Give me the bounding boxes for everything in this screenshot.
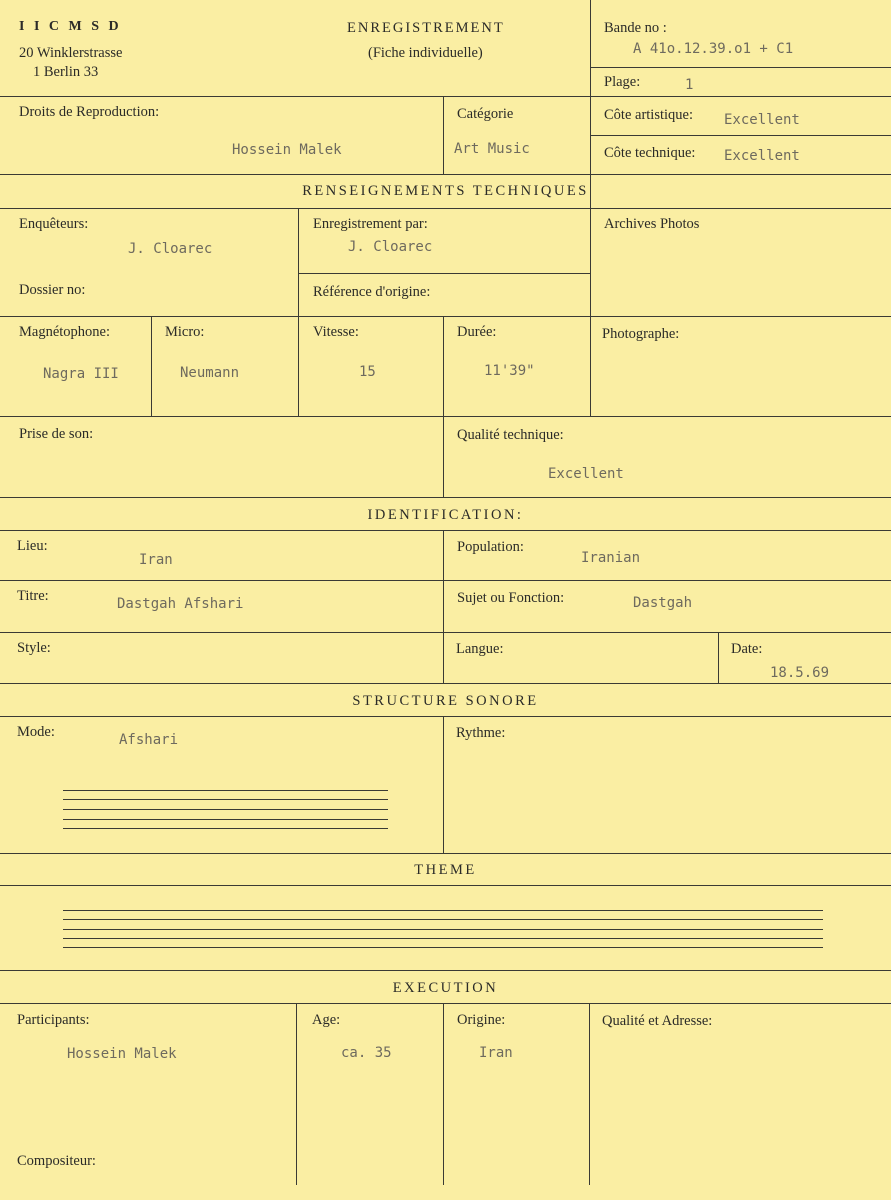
- enqueteurs-value: J. Cloarec: [128, 241, 213, 257]
- bande-label: Bande no :: [604, 20, 667, 36]
- plage-label: Plage:: [604, 74, 641, 90]
- compositeur-label: Compositeur:: [17, 1153, 96, 1169]
- magnetophone-label: Magnétophone:: [19, 324, 111, 340]
- address-city: 1 Berlin 33: [33, 64, 99, 80]
- micro-value: Neumann: [180, 365, 240, 381]
- enregistrement-par-value: J. Cloarec: [348, 239, 433, 255]
- qualite-technique-value: Excellent: [548, 466, 624, 482]
- population-value: Iranian: [581, 550, 641, 566]
- vitesse-label: Vitesse:: [313, 324, 359, 340]
- titre-value: Dastgah Afshari: [117, 596, 244, 612]
- mode-label: Mode:: [17, 724, 55, 740]
- address-street: 20 Winklerstrasse: [19, 45, 123, 61]
- droits-label: Droits de Reproduction:: [19, 104, 160, 120]
- photographe-label: Photographe:: [602, 326, 680, 342]
- population-label: Population:: [457, 539, 524, 555]
- micro-label: Micro:: [165, 324, 205, 340]
- lieu-value: Iran: [139, 552, 173, 568]
- droits-value: Hossein Malek: [232, 142, 342, 158]
- identification-heading: IDENTIFICATION:: [367, 507, 524, 523]
- style-label: Style:: [17, 640, 51, 656]
- plage-value: 1: [685, 77, 694, 93]
- origine-label: Origine:: [457, 1012, 506, 1028]
- form-title: ENREGISTREMENT: [347, 20, 505, 36]
- sujet-value: Dastgah: [633, 595, 693, 611]
- structure-heading: STRUCTURE SONORE: [352, 693, 539, 709]
- cote-technique-value: Excellent: [724, 148, 800, 164]
- duree-label: Durée:: [457, 324, 497, 340]
- duree-value: 11'39": [484, 363, 535, 379]
- technique-heading: RENSEIGNEMENTS TECHNIQUES: [302, 183, 589, 199]
- enqueteurs-label: Enquêteurs:: [19, 216, 89, 232]
- enregistrement-par-label: Enregistrement par:: [313, 216, 428, 232]
- origine-value: Iran: [479, 1045, 513, 1061]
- execution-heading: EXECUTION: [392, 980, 499, 996]
- date-value: 18.5.69: [770, 665, 830, 681]
- org-name: I I C M S D: [19, 19, 122, 34]
- langue-label: Langue:: [456, 641, 504, 657]
- age-label: Age:: [312, 1012, 341, 1028]
- categorie-value: Art Music: [454, 141, 530, 157]
- participants-value: Hossein Malek: [67, 1046, 177, 1062]
- bande-value: A 41o.12.39.o1 + C1: [633, 41, 794, 57]
- qualite-technique-label: Qualité technique:: [457, 427, 564, 443]
- mode-value: Afshari: [119, 732, 179, 748]
- prise-de-son-label: Prise de son:: [19, 426, 94, 442]
- titre-label: Titre:: [17, 588, 49, 604]
- categorie-label: Catégorie: [457, 106, 514, 122]
- rythme-label: Rythme:: [456, 725, 506, 741]
- magnetophone-value: Nagra III: [43, 366, 119, 382]
- qualite-adresse-label: Qualité et Adresse:: [602, 1013, 713, 1029]
- cote-artistique-value: Excellent: [724, 112, 800, 128]
- date-label: Date:: [731, 641, 763, 657]
- lieu-label: Lieu:: [17, 538, 48, 554]
- participants-label: Participants:: [17, 1012, 90, 1028]
- cote-artistique-label: Côte artistique:: [604, 107, 693, 123]
- sujet-label: Sujet ou Fonction:: [457, 590, 565, 606]
- theme-heading: THEME: [414, 862, 477, 878]
- archives-photos-label: Archives Photos: [604, 216, 700, 232]
- vitesse-value: 15: [359, 364, 376, 380]
- dossier-label: Dossier no:: [19, 282, 86, 298]
- age-value: ca. 35: [341, 1045, 392, 1061]
- form-subtitle: (Fiche individuelle): [368, 45, 483, 61]
- cote-technique-label: Côte technique:: [604, 145, 696, 161]
- reference-label: Référence d'origine:: [313, 284, 431, 300]
